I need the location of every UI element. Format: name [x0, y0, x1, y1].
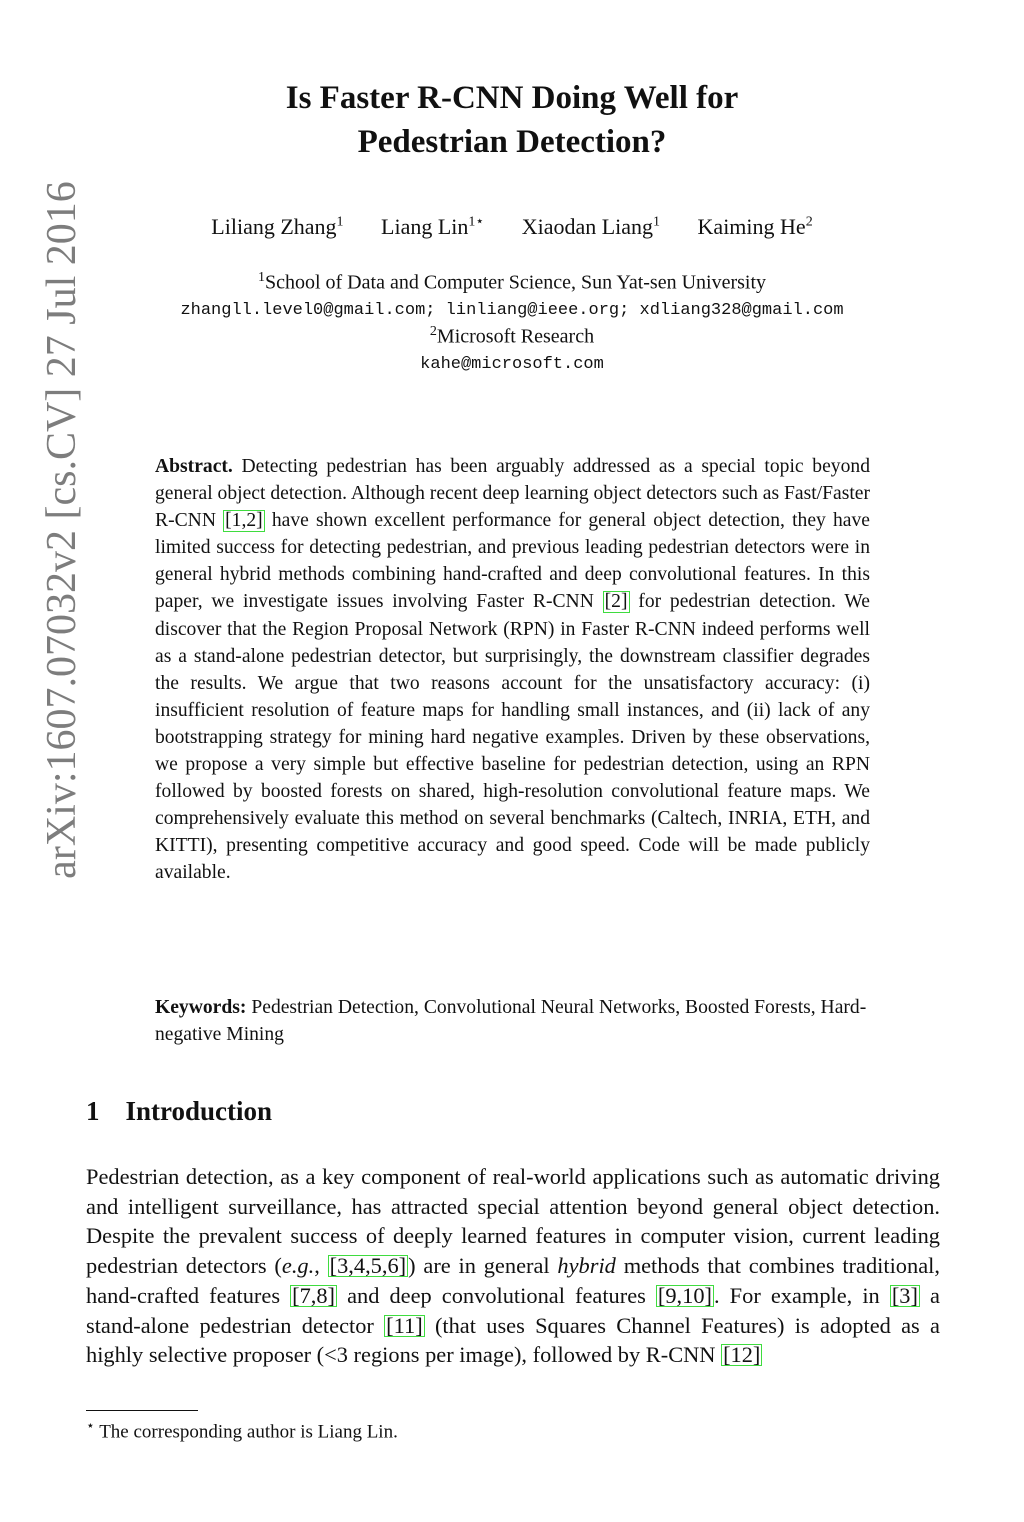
author-4: Kaiming He$^2$ — [697, 214, 813, 240]
abstract-label: Abstract. — [155, 456, 233, 477]
footnote — [86, 1418, 398, 1443]
paper-title — [0, 76, 1024, 164]
abstract — [155, 453, 870, 887]
affiliation-1: $^1$School of Data and Computer Science, Sun Yat-sen University — [257, 270, 767, 294]
author-list — [0, 214, 1024, 240]
section-number: 1 — [86, 1096, 100, 1126]
abstract-text-2: have shown excellent performance for general object detection, they have limited success for detecting pedestrian, and previous leading pedestrian detectors were in general hybrid methods combining hand-crafted and deep convolutional features. In this paper, we investigate issues involving Faster R-CNN — [155, 510, 870, 613]
affiliation-1-emails[interactable]: zhangll.level0@gmail.com; linliang@ieee.org; xdliang328@gmail.com — [180, 301, 844, 320]
abstract-text-3: for pedestrian detection. We discover that the Region Proposal Network (RPN) in Faster R-CNN indeed performs well as a stand-alone pedestrian detector, but surprisingly, the downstream classifier degrades the results. We argue that two reasons account for the unsatisfactory accuracy: (i) insufficient resolution of feature maps for handling small instances, and (ii) lack of any bootstrapping strategy for mining hard negative examples. Driven by these observations, we propose a very simple but effective baseline for pedestrian detection, using an RPN followed by boosted forests on shared, high-resolution convolutional feature maps. We comprehensively evaluate this method on several benchmarks (Caltech, INRIA, ETH, and KITTI), presenting competitive accuracy and good speed. Code will be made publicly available. — [155, 591, 870, 884]
citation-link[interactable]: [3,4,5,6] — [329, 1253, 407, 1279]
affiliation-2: $^2$Microsoft Research — [429, 324, 595, 348]
section-title: Introduction — [125, 1096, 273, 1126]
author-2: Liang Lin$^{1⋆}$ — [381, 214, 485, 240]
keywords — [155, 994, 905, 1048]
introduction-paragraph: Pedestrian detection, as a key component of real-world applications such as automatic driving and intelligent surveillance, has attracted special attention beyond general object detection. Despite the prevalent success of deeply learned features in computer vision, current leading pedestrian detectors (e.g., [3,4,5,6]) are in general hybrid methods that combines traditional, hand-crafted features [7,8] and deep convolutional features [9,10]. For example, in [3] a stand-alone pedestrian detector [11] (that uses Squares Channel Features) is adopted as a highly selective proposer (<3 regions per image), followed by R-CNN [12] — [86, 1164, 940, 1368]
arxiv-identifier-stamp: arXiv:1607.07032v2 [cs.CV] 27 Jul 2016 — [39, 181, 85, 879]
author-1: Liliang Zhang$^1$ — [211, 214, 344, 240]
author-3: Xiaodan Liang$^1$ — [521, 214, 661, 240]
citation-link[interactable]: [2] — [604, 591, 628, 613]
citation-link[interactable]: [7,8] — [292, 1282, 336, 1308]
section-heading — [86, 1096, 272, 1127]
keywords-label: Keywords: — [155, 997, 247, 1018]
citation-link[interactable]: [1,2] — [225, 510, 263, 532]
abstract-text-1: Detecting pedestrian has been arguably addressed as a special topic beyond general object detection. Although recent deep learning object detectors such as Fast/Faster R-CNN — [155, 456, 870, 532]
keywords-text: Pedestrian Detection, Convolutional Neural Networks, Boosted Forests, Hard-negative Mining — [155, 997, 867, 1045]
citation-link[interactable]: [11] — [386, 1312, 423, 1338]
title-line-2: Pedestrian Detection? — [357, 124, 667, 160]
affiliation-2-email[interactable]: kahe@microsoft.com — [420, 355, 604, 374]
title-line-1: Is Faster R-CNN Doing Well for — [285, 80, 739, 116]
footnote-divider — [86, 1410, 198, 1411]
citation-link[interactable]: [9,10] — [657, 1282, 713, 1308]
footnote-mark: ⋆ — [86, 1419, 95, 1434]
citation-link[interactable]: [3] — [891, 1282, 918, 1308]
citation-link[interactable]: [12] — [723, 1342, 761, 1368]
footnote-text: The corresponding author is Liang Lin. — [99, 1421, 398, 1443]
